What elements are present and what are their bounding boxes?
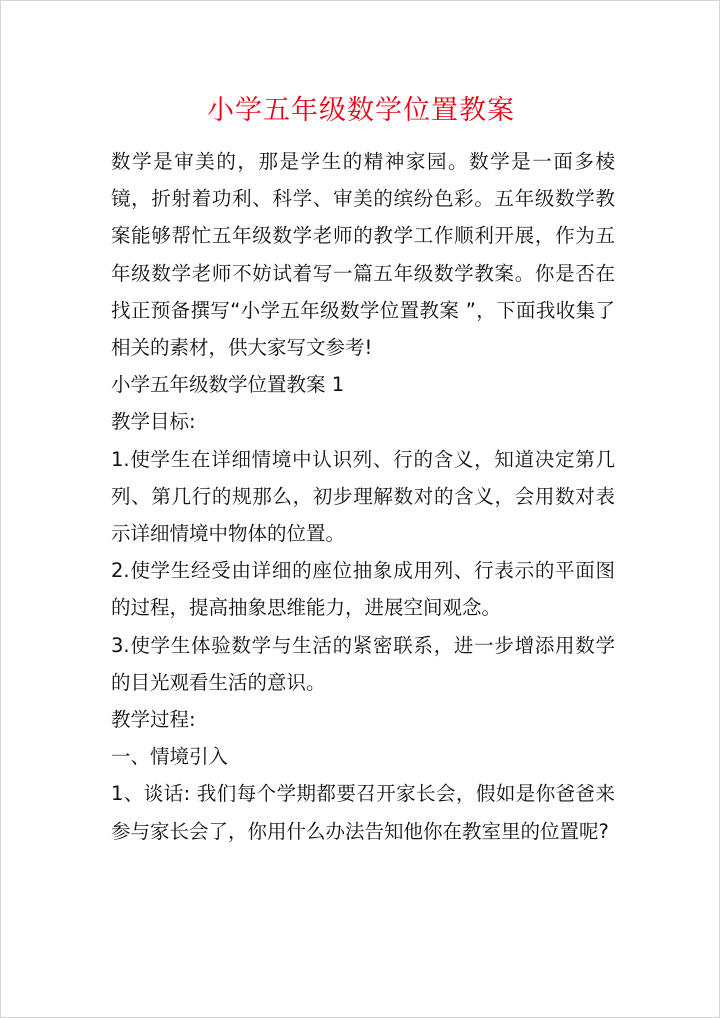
document-body (111, 143, 615, 850)
process-heading: 教学过程: (111, 708, 196, 732)
intro-paragraph: 数学是审美的，那是学生的精神家园。数学是一面多棱镜，折射着功利、科学、审美的缤纷色彩。五年级数学教案能够帮忙五年级数学老师的教学工作顺利开展，作为五年级数学老师不妨试着写一篇五年级数学教案。你是否在找正预备撰写“小学五年级数学位置教案 ”，下面我收集了相关的素材，供大家写文参考! (111, 150, 615, 360)
section-heading: 小学五年级数学位置教案 1 (111, 373, 345, 397)
objective-item-3: 3.使学生体验数学与生活的紧密联系，进一步增添用数学的目光观看生活的意识。 (111, 633, 615, 694)
process-subheading: 一、情境引入 (111, 745, 229, 769)
objective-item-1: 1.使学生在详细情境中认识列、行的含义，知道决定第几列、第几行的规那么，初步理解数对的含义，会用数对表示详细情境中物体的位置。 (111, 447, 615, 546)
process-step-1: 1、谈话: 我们每个学期都要召开家长会，假如是你爸爸来参与家长会了，你用什么办法告知他你在教室里的位置呢? (111, 782, 615, 843)
document-title: 小学五年级数学位置教案 (207, 95, 515, 126)
objectives-heading: 教学目标: (111, 410, 196, 434)
objective-item-2: 2.使学生经受由详细的座位抽象成用列、行表示的平面图的过程，提高抽象思维能力，进展空间观念。 (111, 559, 615, 620)
